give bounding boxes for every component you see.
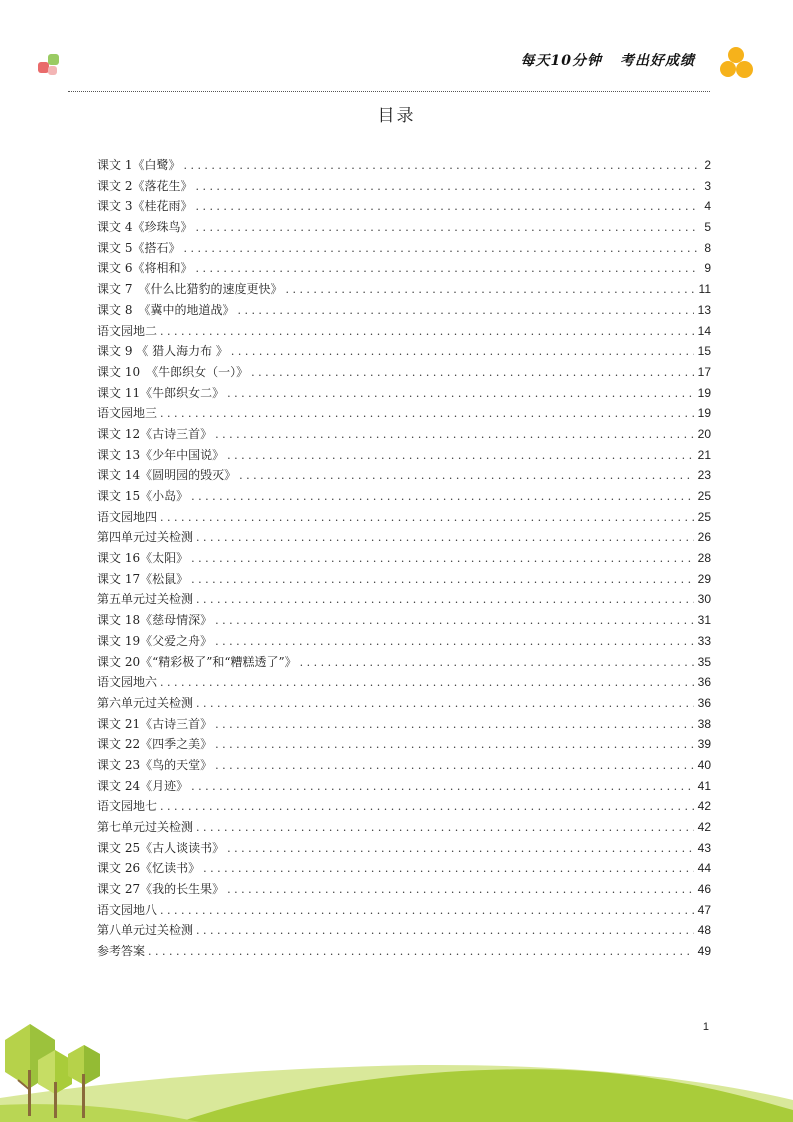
toc-entry-page: 47 [697, 902, 711, 917]
brand-dots-logo [720, 47, 760, 83]
toc-dot-leader [215, 425, 694, 446]
page-number: 1 [702, 1021, 709, 1033]
toc-entry-page: 26 [697, 530, 711, 545]
toc-entry-page: 36 [697, 675, 711, 690]
toc-entry-title: 课文 19《父爱之舟》 [97, 633, 213, 648]
toc-entry-page: 21 [697, 447, 711, 462]
toc-entry-title: 课文 16《太阳》 [97, 551, 189, 566]
toc-entry-page: 19 [697, 406, 711, 421]
toc-dot-leader [183, 156, 700, 177]
toc-entry[interactable] [97, 403, 711, 424]
toc-entry-page: 33 [697, 633, 711, 648]
toc-dot-leader [227, 839, 694, 860]
toc-entry-page: 4 [704, 199, 711, 214]
toc-dot-leader [196, 921, 694, 942]
toc-dot-leader [231, 342, 694, 363]
toc-entry[interactable] [97, 383, 711, 404]
toc-entry-title: 课文 4《珍珠鸟》 [97, 220, 193, 235]
page-title: 目录 [377, 106, 416, 126]
toc-entry[interactable] [97, 879, 711, 900]
toc-entry-page: 20 [697, 426, 711, 441]
toc-entry-title: 参考答案 [97, 944, 146, 959]
toc-entry-page: 13 [697, 302, 711, 317]
slogan-right: 考出好成绩 [620, 53, 695, 69]
toc-dot-leader [160, 508, 694, 529]
toc-dot-leader [227, 384, 694, 405]
toc-entry-title: 课文 13《少年中国说》 [97, 447, 225, 462]
toc-entry-page: 46 [697, 882, 711, 897]
toc-dot-leader [148, 942, 694, 963]
toc-entry-page: 44 [697, 861, 711, 876]
toc-dot-leader [196, 818, 694, 839]
toc-entry-title: 课文 6《将相和》 [97, 261, 193, 276]
toc-dot-leader [183, 239, 700, 260]
toc-entry-title: 课文 21《古诗三首》 [97, 716, 213, 731]
toc-entry-title: 语文园地六 [97, 675, 158, 690]
toc-entry-page: 14 [697, 323, 711, 338]
toc-dot-leader [196, 590, 694, 611]
toc-dot-leader [191, 777, 694, 798]
toc-entry-title: 第四单元过关检测 [97, 530, 194, 545]
toc-entry-title: 语文园地八 [97, 902, 158, 917]
footer-landscape-art [0, 1010, 793, 1122]
toc-dot-leader [215, 715, 694, 736]
toc-entry[interactable] [97, 196, 711, 217]
toc-entry-title: 课文 20《“精彩极了”和“糟糕透了”》 [97, 654, 297, 669]
toc-entry[interactable] [97, 796, 711, 817]
toc-dot-leader [215, 632, 694, 653]
toc-entry[interactable] [97, 465, 711, 486]
toc-entry-page: 41 [697, 778, 711, 793]
toc-entry[interactable] [97, 776, 711, 797]
toc-entry[interactable] [97, 858, 711, 879]
toc-entry[interactable] [97, 941, 711, 962]
toc-entry-title: 课文 14《圆明园的毁灭》 [97, 468, 237, 483]
toc-entry-page: 36 [697, 695, 711, 710]
toc-entry-page: 29 [697, 571, 711, 586]
toc-entry[interactable] [97, 652, 711, 673]
toc-dot-leader [191, 570, 694, 591]
toc-entry[interactable] [97, 300, 711, 321]
toc-dot-leader [191, 487, 694, 508]
toc-entry-page: 48 [697, 923, 711, 938]
logo-square-green [48, 54, 59, 65]
toc-dot-leader [160, 797, 694, 818]
toc-dot-leader [195, 197, 700, 218]
toc-entry[interactable] [97, 176, 711, 197]
toc-entry[interactable] [97, 341, 711, 362]
toc-entry-title: 课文 18《慈母情深》 [97, 613, 213, 628]
toc-dot-leader [215, 735, 694, 756]
header-divider [68, 91, 710, 92]
logo-square-pink [48, 66, 57, 75]
toc-entry-page: 19 [697, 385, 711, 400]
toc-entry[interactable] [97, 258, 711, 279]
toc-entry-page: 40 [697, 757, 711, 772]
toc-entry-title: 课文 25《古人谈读书》 [97, 840, 225, 855]
toc-entry-page: 42 [697, 820, 711, 834]
toc-entry-page: 8 [704, 240, 711, 255]
toc-entry[interactable] [97, 817, 711, 838]
toc-dot-leader [196, 694, 694, 715]
toc-entry[interactable] [97, 238, 711, 259]
toc-entry-page: 11 [698, 282, 711, 297]
toc-entry[interactable] [97, 279, 711, 300]
toc-entry[interactable] [97, 734, 711, 755]
toc-dot-leader [160, 901, 694, 922]
toc-entry-title: 语文园地二 [97, 323, 158, 338]
toc-entry-title: 课文 24《月迹》 [97, 778, 189, 793]
toc-dot-leader [227, 446, 694, 467]
toc-entry-title: 课文 5《搭石》 [97, 240, 181, 255]
toc-dot-leader [239, 466, 694, 487]
table-of-contents [97, 155, 711, 962]
toc-entry[interactable] [97, 755, 711, 776]
toc-entry-page: 35 [697, 654, 711, 669]
toc-dot-leader [300, 653, 694, 674]
toc-entry-page: 49 [697, 944, 711, 959]
toc-entry-page: 9 [704, 261, 711, 276]
toc-entry-title: 第五单元过关检测 [97, 592, 194, 607]
toc-dot-leader [160, 322, 694, 343]
toc-entry[interactable] [97, 548, 711, 569]
toc-entry-title: 课文 26《忆读书》 [97, 861, 201, 876]
toc-dot-leader [160, 673, 694, 694]
toc-entry-title: 第八单元过关检测 [97, 923, 194, 938]
toc-entry-page: 42 [697, 799, 711, 814]
toc-entry-title: 课文 2《落花生》 [97, 178, 193, 193]
toc-entry-page: 25 [697, 489, 711, 503]
toc-entry-page: 17 [697, 364, 711, 379]
toc-dot-leader [215, 611, 694, 632]
toc-entry-title: 课文 23《鸟的天堂》 [97, 757, 213, 772]
toc-dot-leader [251, 363, 694, 384]
toc-entry[interactable] [97, 424, 711, 445]
toc-entry[interactable] [97, 610, 711, 631]
toc-entry-title: 课文 27《我的长生果》 [97, 882, 225, 897]
toc-dot-leader [285, 280, 694, 301]
toc-dot-leader [227, 880, 694, 901]
toc-dot-leader [195, 218, 700, 239]
slogan-left: 每天10分钟 [520, 53, 602, 69]
toc-entry[interactable] [97, 714, 711, 735]
toc-entry[interactable] [97, 693, 711, 714]
toc-entry-title: 第六单元过关检测 [97, 695, 194, 710]
toc-entry-title: 课文 1《白鹭》 [97, 158, 181, 172]
toc-entry-title: 语文园地三 [97, 406, 158, 421]
toc-entry-title: 课文 12《古诗三首》 [97, 426, 213, 441]
toc-entry[interactable] [97, 838, 711, 859]
toc-entry-page: 5 [704, 220, 711, 235]
toc-dot-leader [191, 549, 694, 570]
toc-entry-page: 28 [697, 551, 711, 566]
toc-dot-leader [215, 756, 694, 777]
toc-entry[interactable] [97, 631, 711, 652]
toc-entry[interactable] [97, 507, 711, 528]
toc-entry-page: 30 [697, 592, 711, 607]
toc-entry-title: 课文 8 《冀中的地道战》 [97, 302, 235, 317]
toc-entry-page: 39 [697, 737, 711, 752]
toc-entry[interactable] [97, 672, 711, 693]
toc-dot-leader [196, 528, 694, 549]
toc-entry-title: 课文 7 《什么比猎豹的速度更快》 [97, 282, 283, 297]
toc-entry-title: 语文园地四 [97, 509, 158, 524]
toc-entry-title: 语文园地七 [97, 799, 158, 814]
toc-entry[interactable] [97, 445, 711, 466]
toc-entry[interactable] [97, 589, 711, 610]
toc-entry[interactable] [97, 321, 711, 342]
toc-dot-leader [203, 859, 694, 880]
toc-entry[interactable] [97, 486, 711, 507]
toc-entry[interactable] [97, 569, 711, 590]
toc-dot-leader [237, 301, 693, 322]
corner-logo [38, 54, 64, 78]
toc-entry-page: 38 [697, 716, 711, 731]
toc-dot-leader [195, 177, 700, 198]
toc-dot-leader [160, 404, 694, 425]
toc-entry-page: 3 [704, 178, 711, 193]
toc-entry-title: 课文 15《小岛》 [97, 489, 189, 503]
toc-entry[interactable] [97, 155, 711, 176]
toc-dot-leader [195, 259, 700, 280]
toc-entry-title: 课文 11《牛郎织女二》 [97, 385, 225, 400]
toc-entry-page: 25 [697, 509, 711, 524]
toc-entry-page: 43 [697, 840, 711, 855]
toc-entry-page: 2 [704, 158, 711, 172]
toc-entry[interactable] [97, 527, 711, 548]
logo-dot [720, 61, 736, 77]
toc-entry-page: 15 [697, 344, 711, 359]
toc-entry-title: 课文 17《松鼠》 [97, 571, 189, 586]
toc-entry-title: 课文 9 《 猎人海力布 》 [97, 344, 228, 359]
toc-entry[interactable] [97, 217, 711, 238]
logo-dot [736, 61, 753, 78]
toc-entry-title: 课文 3《桂花雨》 [97, 199, 193, 214]
toc-entry[interactable] [97, 362, 711, 383]
toc-entry-title: 第七单元过关检测 [97, 820, 194, 834]
header-slogan [521, 50, 695, 70]
toc-entry[interactable] [97, 900, 711, 921]
toc-entry-title: 课文 10 《牛郎织女（一）》 [97, 364, 249, 379]
toc-entry-title: 课文 22《四季之美》 [97, 737, 213, 752]
toc-entry-page: 23 [697, 468, 711, 483]
toc-entry-page: 31 [697, 613, 711, 628]
toc-entry[interactable] [97, 920, 711, 941]
